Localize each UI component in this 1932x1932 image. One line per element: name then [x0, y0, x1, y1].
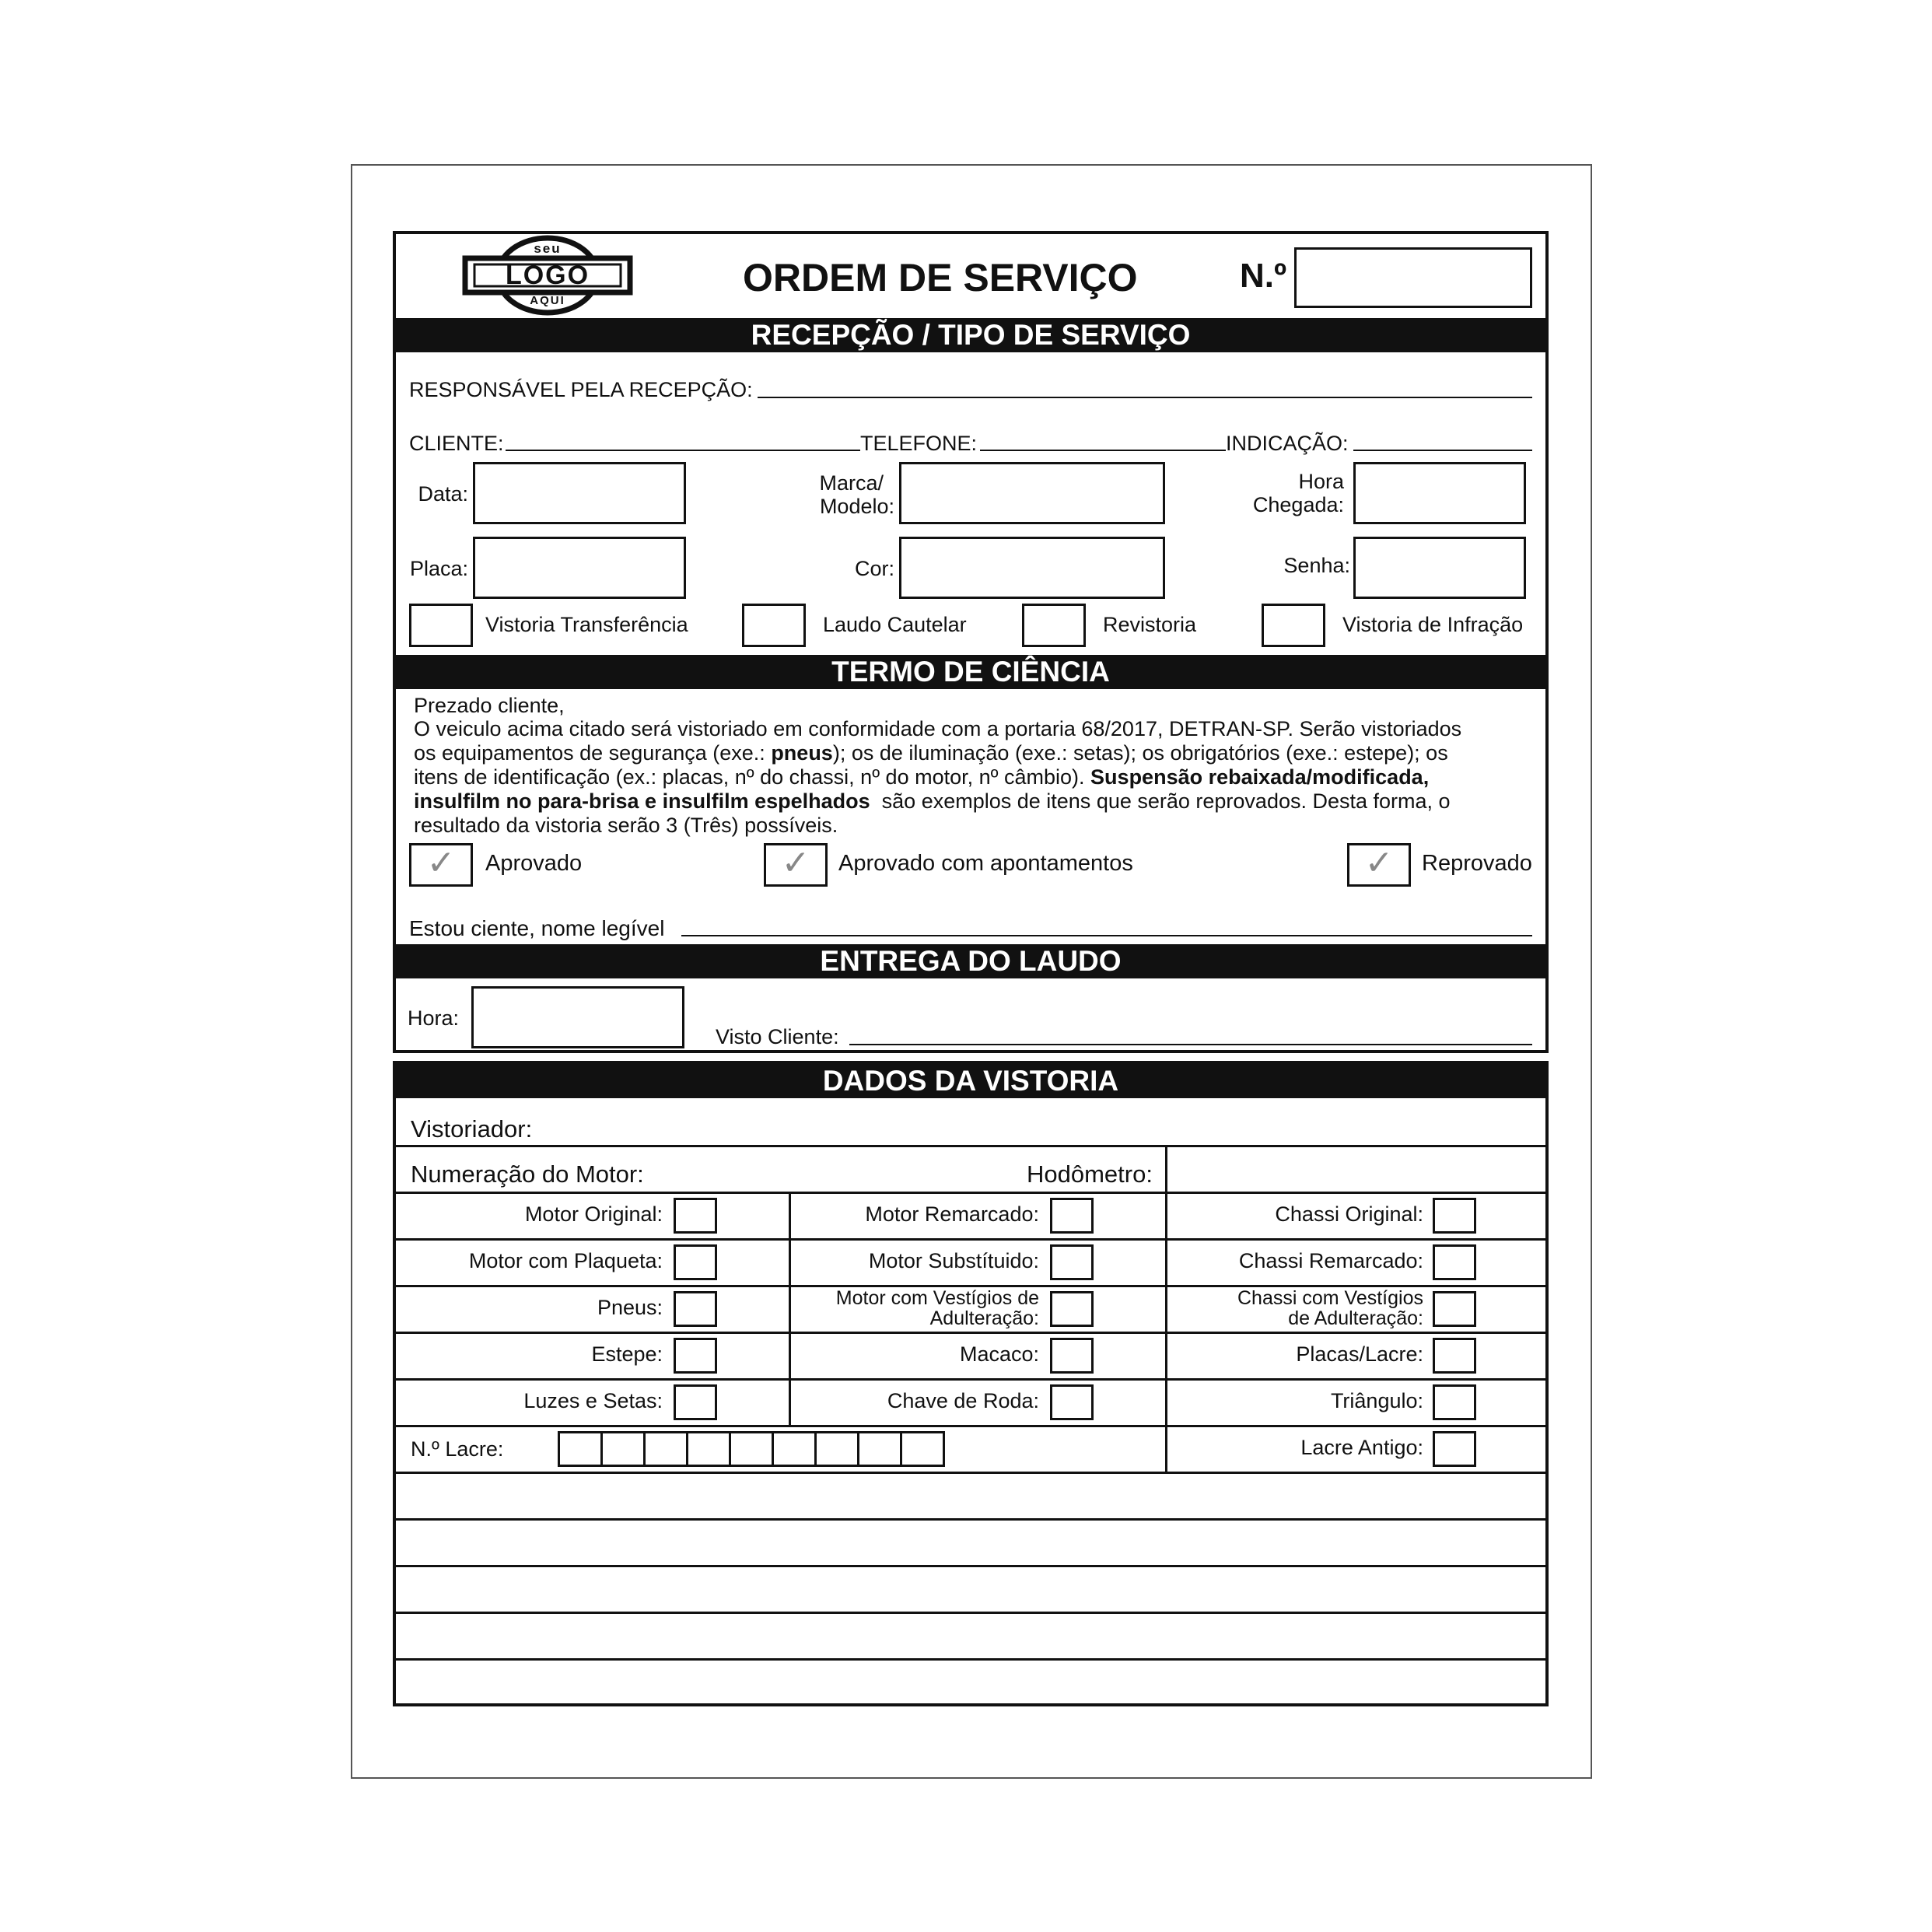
order-number-field[interactable]: [1294, 247, 1532, 308]
logo: [462, 235, 633, 316]
lacre-digit-cell[interactable]: [729, 1431, 774, 1467]
responsavel-line[interactable]: [758, 397, 1532, 398]
placa-label: Placa:: [409, 557, 468, 580]
triangulo-checkbox[interactable]: [1433, 1384, 1476, 1420]
section-dados-header: DADOS DA VISTORIA: [396, 1064, 1545, 1098]
laudo-cautelar-label: Laudo Cautelar: [823, 613, 967, 636]
macaco-checkbox[interactable]: [1050, 1338, 1094, 1374]
motor-vestigios-checkbox[interactable]: [1050, 1291, 1094, 1327]
lacre-digit-cell[interactable]: [814, 1431, 859, 1467]
termo-line-2c: ); os de iluminação (exe.: setas); os obrigatórios (exe.: estepe); os: [832, 741, 1448, 765]
hodometro-label: Hodômetro:: [1027, 1160, 1153, 1188]
reprovado-checkbox[interactable]: ✓: [1347, 843, 1411, 887]
row-divider: [396, 1238, 1545, 1241]
lacre-digit-cell[interactable]: [643, 1431, 688, 1467]
entrega-hora-field[interactable]: [471, 986, 684, 1048]
section-entrega-header: ENTREGA DO LAUDO: [396, 944, 1545, 978]
termo-greeting: Prezado cliente,: [414, 694, 565, 717]
termo-line-4b: são exemplos de itens que serão reprovados. Desta forma, o: [881, 789, 1451, 813]
telefone-label: TELEFONE:: [860, 432, 978, 455]
chassi-remarcado-checkbox[interactable]: [1433, 1244, 1476, 1280]
row-divider: [396, 1145, 1545, 1147]
cor-label: Cor:: [854, 557, 894, 580]
chassi-remarcado-label: Chassi Remarcado:: [1238, 1249, 1423, 1272]
lacre-digit-cell[interactable]: [900, 1431, 945, 1467]
chassi-vestigios-label-1: Chassi com Vestígios: [1237, 1287, 1423, 1309]
aprovado-apontamentos-checkbox[interactable]: ✓: [764, 843, 828, 887]
row-divider: [396, 1378, 1545, 1381]
number-label: N.º: [1240, 257, 1287, 295]
vistoria-frame: [393, 1061, 1549, 1706]
chave-roda-label: Chave de Roda:: [887, 1389, 1039, 1412]
termo-line-2: [414, 741, 1534, 765]
vistoriador-label: Vistoriador:: [411, 1115, 533, 1143]
motor-plaqueta-checkbox[interactable]: [674, 1244, 717, 1280]
senha-label: Senha:: [1283, 554, 1350, 577]
motor-vestigios-label-1: Motor com Vestígios de: [835, 1287, 1039, 1309]
visto-cliente-label: Visto Cliente:: [716, 1025, 839, 1048]
motor-remarcado-label: Motor Remarcado:: [865, 1202, 1039, 1226]
chave-roda-checkbox[interactable]: [1050, 1384, 1094, 1420]
termo-line-5: resultado da vistoria serão 3 (Três) possíveis.: [414, 814, 838, 837]
hora-chegada-label-2: Chegada:: [1252, 493, 1344, 516]
termo-line-3b: Suspensão rebaixada/modificada,: [1090, 765, 1430, 789]
revistoria-label: Revistoria: [1103, 613, 1197, 636]
logo-top-text: seu: [534, 241, 562, 256]
chassi-original-checkbox[interactable]: [1433, 1198, 1476, 1234]
row-divider: [396, 1565, 1545, 1567]
cliente-line[interactable]: [506, 450, 860, 451]
aprovado-apontamentos-label: Aprovado com apontamentos: [838, 851, 1133, 876]
luzes-setas-checkbox[interactable]: [674, 1384, 717, 1420]
hora-chegada-field[interactable]: [1353, 462, 1526, 524]
revistoria-checkbox[interactable]: [1022, 604, 1086, 647]
section-recepcao-header: RECEPÇÃO / TIPO DE SERVIÇO: [396, 318, 1545, 352]
senha-field[interactable]: [1353, 537, 1526, 599]
marca-label-1: Marca/: [819, 471, 884, 495]
marca-modelo-field[interactable]: [899, 462, 1165, 524]
data-field[interactable]: [473, 462, 686, 524]
column-divider-1: [789, 1192, 791, 1425]
chassi-vestigios-label-2: de Adulteração:: [1288, 1307, 1423, 1329]
row-divider: [396, 1425, 1545, 1427]
motor-substituido-checkbox[interactable]: [1050, 1244, 1094, 1280]
motor-original-checkbox[interactable]: [674, 1198, 717, 1234]
reprovado-label: Reprovado: [1422, 851, 1532, 876]
termo-line-3a: itens de identificação (ex.: placas, nº do chassi, nº do motor, nº câmbio).: [414, 765, 1085, 789]
row-divider: [396, 1658, 1545, 1661]
motor-vestigios-label-2: Adulteração:: [929, 1307, 1039, 1329]
termo-line-4a: insulfilm no para-brisa e insulfilm espelhados: [414, 789, 870, 813]
chassi-vestigios-checkbox[interactable]: [1433, 1291, 1476, 1327]
pneus-checkbox[interactable]: [674, 1291, 717, 1327]
row-divider: [396, 1612, 1545, 1614]
ciente-line[interactable]: [681, 935, 1532, 936]
motor-remarcado-checkbox[interactable]: [1050, 1198, 1094, 1234]
cliente-label: CLIENTE:: [409, 432, 504, 455]
lacre-digit-cell[interactable]: [558, 1431, 603, 1467]
lacre-label: N.º Lacre:: [411, 1437, 504, 1461]
placa-field[interactable]: [473, 537, 686, 599]
row-divider: [396, 1332, 1545, 1334]
vistoria-infracao-checkbox[interactable]: [1262, 604, 1325, 647]
lacre-antigo-label: Lacre Antigo:: [1300, 1436, 1423, 1459]
telefone-line[interactable]: [980, 450, 1226, 451]
logo-middle-text: LOGO: [505, 261, 590, 290]
section-termo-header: TERMO DE CIÊNCIA: [396, 655, 1545, 689]
numeracao-motor-label: Numeração do Motor:: [411, 1160, 644, 1188]
aprovado-label: Aprovado: [485, 851, 583, 876]
estepe-checkbox[interactable]: [674, 1338, 717, 1374]
motor-plaqueta-label: Motor com Plaqueta:: [468, 1249, 663, 1272]
row-divider: [396, 1192, 1545, 1194]
logo-bottom-text: AQUI: [530, 294, 565, 307]
termo-line-3: [414, 765, 1534, 789]
pneus-label: Pneus:: [597, 1296, 663, 1319]
lacre-digit-cell[interactable]: [686, 1431, 731, 1467]
estepe-label: Estepe:: [591, 1342, 663, 1366]
lacre-digit-cell[interactable]: [857, 1431, 902, 1467]
placas-lacre-label: Placas/Lacre:: [1296, 1342, 1423, 1366]
placas-lacre-checkbox[interactable]: [1433, 1338, 1476, 1374]
indicacao-line[interactable]: [1353, 450, 1532, 451]
data-label: Data:: [418, 482, 468, 506]
motor-substituido-label: Motor Substítuido:: [868, 1249, 1039, 1272]
row-divider: [396, 1518, 1545, 1521]
vistoria-transferencia-checkbox[interactable]: [409, 604, 473, 647]
hora-chegada-label-1: Hora: [1298, 470, 1344, 493]
chassi-original-label: Chassi Original:: [1275, 1202, 1423, 1226]
aprovado-checkbox[interactable]: ✓: [409, 843, 473, 887]
ciente-label: Estou ciente, nome legível: [409, 916, 665, 940]
lacre-digit-cell[interactable]: [600, 1431, 646, 1467]
vistoria-transferencia-label: Vistoria Transferência: [485, 613, 688, 636]
vistoria-infracao-label: Vistoria de Infração: [1342, 613, 1524, 636]
chassi-vestigios-label: [1171, 1288, 1423, 1328]
lacre-digit-fields: [560, 1431, 945, 1467]
termo-line-2a: os equipamentos de segurança (exe.:: [414, 741, 765, 765]
row-divider: [396, 1472, 1545, 1474]
indicacao-label: INDICAÇÃO:: [1226, 432, 1349, 455]
termo-line-1: O veiculo acima citado será vistoriado em conformidade com a portaria 68/2017, DETRAN-SP. Serão vistoriados: [414, 717, 1462, 740]
motor-original-label: Motor Original:: [524, 1202, 663, 1226]
triangulo-label: Triângulo:: [1330, 1389, 1423, 1412]
termo-line-4: [414, 789, 1534, 814]
termo-line-2b: pneus: [771, 741, 833, 765]
motor-vestigios-label: [793, 1288, 1039, 1328]
entrega-hora-label: Hora:: [408, 1006, 460, 1030]
lacre-antigo-checkbox[interactable]: [1433, 1431, 1476, 1467]
cor-field[interactable]: [899, 537, 1165, 599]
laudo-cautelar-checkbox[interactable]: [742, 604, 806, 647]
responsavel-label: RESPONSÁVEL PELA RECEPÇÃO:: [409, 378, 753, 401]
column-divider-2: [1165, 1145, 1167, 1472]
marca-label-2: Modelo:: [819, 495, 894, 518]
luzes-setas-label: Luzes e Setas:: [523, 1389, 663, 1412]
lacre-digit-cell[interactable]: [772, 1431, 817, 1467]
macaco-label: Macaco:: [959, 1342, 1039, 1366]
visto-cliente-line[interactable]: [849, 1044, 1532, 1045]
form-title: ORDEM DE SERVIÇO: [743, 256, 1138, 299]
